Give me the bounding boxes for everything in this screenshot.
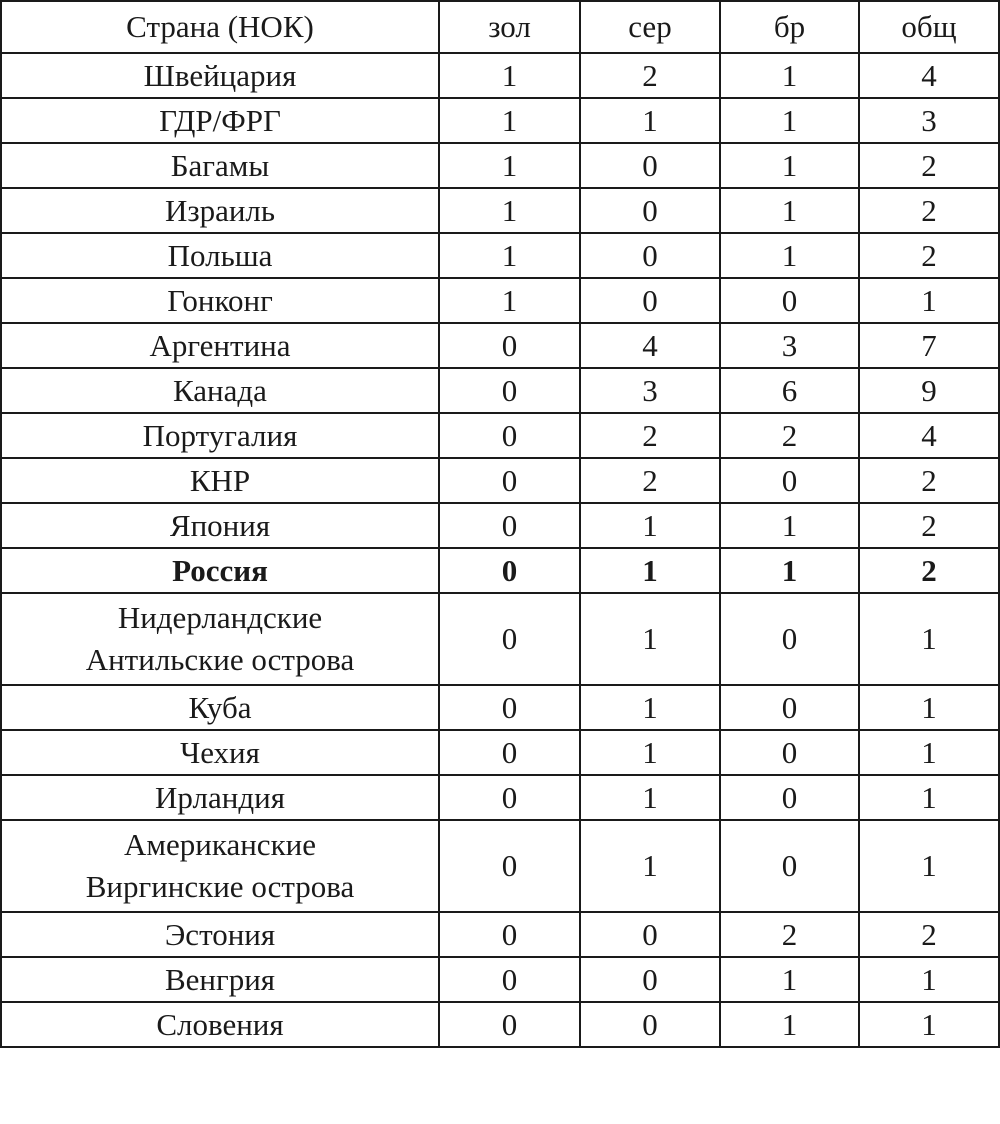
table-row — [1, 368, 999, 413]
country-name-line: Виргинские острова — [85, 869, 355, 904]
cell-country — [1, 593, 439, 685]
cell-bronze: 0 — [720, 820, 859, 912]
cell-silver: 1 — [580, 820, 720, 912]
cell-total: 9 — [859, 368, 999, 413]
cell-country: Багамы — [1, 143, 439, 188]
cell-bronze: 1 — [720, 1002, 859, 1047]
table-row — [1, 143, 999, 188]
cell-gold: 0 — [439, 368, 580, 413]
table-row — [1, 730, 999, 775]
cell-silver: 1 — [580, 685, 720, 730]
cell-bronze: 1 — [720, 233, 859, 278]
cell-silver: 1 — [580, 503, 720, 548]
table-row — [1, 912, 999, 957]
cell-gold: 1 — [439, 233, 580, 278]
table-row — [1, 188, 999, 233]
table-row — [1, 775, 999, 820]
cell-silver: 0 — [580, 957, 720, 1002]
cell-gold: 0 — [439, 775, 580, 820]
cell-bronze: 1 — [720, 98, 859, 143]
cell-country: Польша — [1, 233, 439, 278]
cell-silver: 0 — [580, 188, 720, 233]
table-row — [1, 458, 999, 503]
cell-gold: 0 — [439, 1002, 580, 1047]
cell-total: 3 — [859, 98, 999, 143]
cell-bronze: 0 — [720, 593, 859, 685]
cell-silver: 1 — [580, 730, 720, 775]
cell-silver: 4 — [580, 323, 720, 368]
cell-bronze: 2 — [720, 413, 859, 458]
cell-silver: 0 — [580, 233, 720, 278]
cell-total: 1 — [859, 775, 999, 820]
cell-bronze: 6 — [720, 368, 859, 413]
cell-gold: 0 — [439, 912, 580, 957]
cell-country: Чехия — [1, 730, 439, 775]
cell-country: Эстония — [1, 912, 439, 957]
cell-total: 1 — [859, 730, 999, 775]
table-row — [1, 593, 999, 685]
header-country: Страна (НОК) — [1, 1, 439, 53]
cell-country: Япония — [1, 503, 439, 548]
cell-country: Португалия — [1, 413, 439, 458]
cell-country: Израиль — [1, 188, 439, 233]
cell-gold: 0 — [439, 323, 580, 368]
cell-gold: 0 — [439, 413, 580, 458]
table-row — [1, 548, 999, 593]
cell-silver: 1 — [580, 593, 720, 685]
cell-silver: 2 — [580, 458, 720, 503]
header-bronze: бр — [720, 1, 859, 53]
cell-bronze: 0 — [720, 278, 859, 323]
cell-silver: 1 — [580, 775, 720, 820]
cell-country: ГДР/ФРГ — [1, 98, 439, 143]
cell-country: Канада — [1, 368, 439, 413]
country-name-line: Нидерландские — [117, 600, 323, 635]
cell-bronze: 1 — [720, 503, 859, 548]
cell-gold: 1 — [439, 143, 580, 188]
table-body — [1, 53, 999, 1047]
cell-total: 4 — [859, 413, 999, 458]
table-header — [1, 1, 999, 53]
cell-total: 2 — [859, 548, 999, 593]
country-name-line: Американские — [124, 827, 316, 862]
cell-gold: 1 — [439, 98, 580, 143]
cell-bronze: 1 — [720, 957, 859, 1002]
cell-silver: 2 — [580, 53, 720, 98]
cell-total: 7 — [859, 323, 999, 368]
cell-bronze: 0 — [720, 730, 859, 775]
cell-bronze: 0 — [720, 775, 859, 820]
cell-bronze: 2 — [720, 912, 859, 957]
cell-gold: 0 — [439, 820, 580, 912]
cell-country: Россия — [1, 548, 439, 593]
cell-total: 2 — [859, 188, 999, 233]
cell-total: 2 — [859, 503, 999, 548]
cell-total: 2 — [859, 912, 999, 957]
table-row — [1, 233, 999, 278]
cell-gold: 0 — [439, 458, 580, 503]
cell-total: 1 — [859, 957, 999, 1002]
table-row — [1, 278, 999, 323]
cell-gold: 0 — [439, 548, 580, 593]
cell-country: Гонконг — [1, 278, 439, 323]
cell-silver: 0 — [580, 143, 720, 188]
cell-silver: 0 — [580, 1002, 720, 1047]
cell-country: Швейцария — [1, 53, 439, 98]
cell-country: Венгрия — [1, 957, 439, 1002]
cell-country: Ирландия — [1, 775, 439, 820]
cell-bronze: 1 — [720, 188, 859, 233]
cell-bronze: 3 — [720, 323, 859, 368]
cell-silver: 0 — [580, 278, 720, 323]
cell-total: 2 — [859, 233, 999, 278]
table-row — [1, 1002, 999, 1047]
cell-total: 1 — [859, 593, 999, 685]
cell-silver: 3 — [580, 368, 720, 413]
cell-gold: 0 — [439, 503, 580, 548]
cell-bronze: 1 — [720, 143, 859, 188]
cell-bronze: 1 — [720, 53, 859, 98]
header-silver: сер — [580, 1, 720, 53]
cell-silver: 0 — [580, 912, 720, 957]
cell-total: 2 — [859, 458, 999, 503]
table-row — [1, 53, 999, 98]
table-row — [1, 685, 999, 730]
cell-gold: 0 — [439, 685, 580, 730]
cell-gold: 0 — [439, 593, 580, 685]
cell-bronze: 0 — [720, 685, 859, 730]
cell-total: 4 — [859, 53, 999, 98]
table-row — [1, 323, 999, 368]
header-total: общ — [859, 1, 999, 53]
table-row — [1, 503, 999, 548]
cell-gold: 0 — [439, 730, 580, 775]
cell-gold: 1 — [439, 278, 580, 323]
cell-country: Аргентина — [1, 323, 439, 368]
cell-total: 1 — [859, 278, 999, 323]
cell-country: КНР — [1, 458, 439, 503]
cell-country: Словения — [1, 1002, 439, 1047]
header-gold: зол — [439, 1, 580, 53]
cell-total: 2 — [859, 143, 999, 188]
cell-country: Куба — [1, 685, 439, 730]
cell-silver: 1 — [580, 98, 720, 143]
cell-silver: 2 — [580, 413, 720, 458]
cell-gold: 1 — [439, 188, 580, 233]
cell-bronze: 0 — [720, 458, 859, 503]
cell-bronze: 1 — [720, 548, 859, 593]
cell-silver: 1 — [580, 548, 720, 593]
table-row — [1, 98, 999, 143]
cell-country — [1, 820, 439, 912]
cell-total: 1 — [859, 820, 999, 912]
header-row — [1, 1, 999, 53]
cell-total: 1 — [859, 685, 999, 730]
cell-total: 1 — [859, 1002, 999, 1047]
cell-gold: 1 — [439, 53, 580, 98]
table-row — [1, 820, 999, 912]
table-row — [1, 957, 999, 1002]
country-name-line: Антильские острова — [85, 642, 355, 677]
table-row — [1, 413, 999, 458]
cell-gold: 0 — [439, 957, 580, 1002]
